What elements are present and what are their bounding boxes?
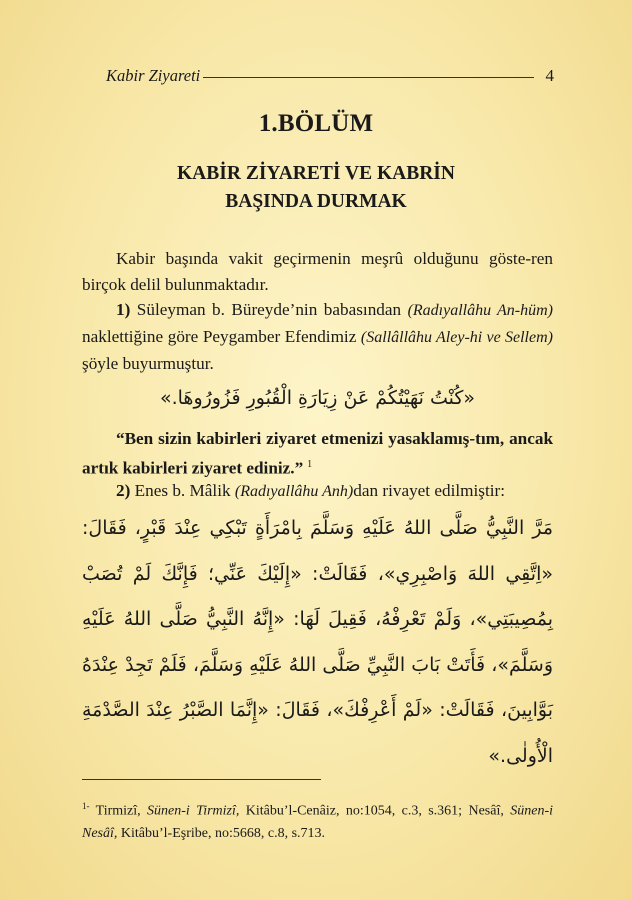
paragraph-2-text-a: Enes b. Mâlik (130, 481, 235, 500)
paragraph-1 (82, 297, 553, 377)
hadith-1-translation-text: “Ben sizin kabirleri ziyaret etmenizi yasaklamış-tım, ancak artık kabirleri ziyaret ediniz.” (82, 429, 553, 478)
footnote (82, 795, 553, 845)
paragraph-1-honorific-a: (Radıyallâhu An-hüm) (407, 302, 553, 319)
hadith-1-arabic: «كُنْتُ نَهَيْتُكُمْ عَنْ زِيَارَةِ الْقُبُورِ فَزُورُوهَا.» (159, 387, 476, 409)
chapter-title: 1.BÖLÜM (258, 110, 374, 137)
footnote-mark: 1- (82, 801, 90, 811)
paragraph-1-honorific-b: (Sallâllâhu Aley-hi ve Sellem) (360, 329, 553, 346)
running-header (106, 64, 554, 88)
footnote-text-1: Tirmizî, (89, 803, 148, 819)
paragraph-1-text-a: Süleyman b. Büreyde’nin babasından (130, 300, 408, 319)
intro-paragraph: Kabir başında vakit geçirmenin meşrû olduğunu göste-ren birçok delil bulunmaktadır. (82, 249, 553, 294)
hadith-1-translation (82, 426, 553, 482)
footnote-source-1: Sünen-i Tirmizî, (147, 803, 240, 819)
footnote-divider (82, 779, 321, 780)
paragraph-2 (82, 478, 553, 505)
footnote-text-2: Kitâbu’l-Cenâiz, no:1054, c.3, s.361; Nesâî, (239, 803, 511, 819)
running-title: Kabir Ziyareti (106, 66, 201, 85)
paragraph-2-honorific: (Radıyallâhu Anh) (234, 483, 354, 500)
footnote-source-2: Sünen-i Nesâî, (82, 803, 553, 841)
paragraph-2-text-b: dan rivayet edilmiştir: (353, 481, 506, 500)
footnote-text-3: Kitâbu’l-Eşribe, no:5668, c.8, s.713. (117, 825, 326, 841)
section-title (0, 160, 632, 216)
section-title-line-2: BAŞINDA DURMAK (225, 191, 407, 212)
paragraph-1-number: 1) (116, 300, 131, 319)
footnote-reference[interactable]: 1 (307, 459, 313, 470)
hadith-2-arabic: مَرَّ النَّبِيُّ صَلَّى اللهُ عَلَيْهِ وَسَلَّمَ بِامْرَأَةٍ تَبْكِي عِنْدَ قَبْرٍ، فَقَالَ: «اِتَّقِي اللهَ وَاصْبِرِي»، فَقَالَتْ: «إِلَيْكَ عَنِّي؛ فَإِنَّكَ لَمْ تُصَبْ بِمُصِيبَتِي»، وَلَمْ تَعْرِفْهُ، فَقِيلَ لَهَا: «إِنَّهُ النَّبِيُّ صَلَّى اللهُ عَلَيْهِ وَسَلَّمَ»، فَأَتَتْ بَابَ النَّبِيِّ صَلَّى اللهُ عَلَيْهِ وَسَلَّمَ، فَلَمْ تَجِدْ عِنْدَهُ بَوَّابِينَ، فَقَالَتْ: «لَمْ أَعْرِفْكَ»، فَقَالَ: «إِنَّمَا الصَّبْرُ عِنْدَ الصَّدْمَةِ الْأُولٰى.» (82, 517, 553, 767)
paragraph-1-text-c: şöyle buyurmuştur. (82, 354, 214, 373)
paragraph-1-text-b: naklettiğine göre Peygamber Efendimiz (82, 327, 361, 346)
paragraph-2-number: 2) (116, 481, 131, 500)
header-rule (203, 77, 533, 78)
section-title-line-1: KABİR ZİYARETİ VE KABRİN (177, 163, 455, 184)
page-number: 4 (545, 66, 554, 85)
